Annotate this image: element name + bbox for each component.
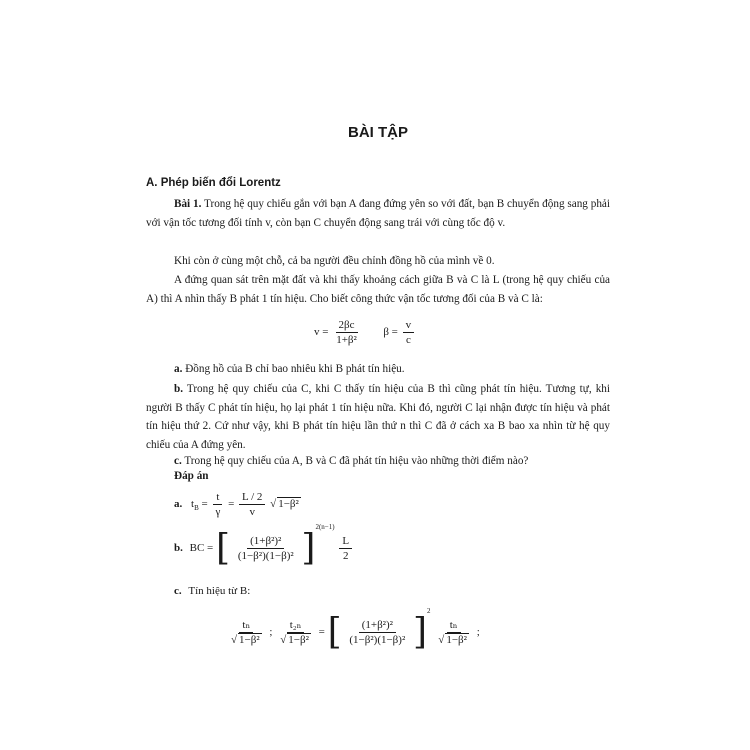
question-c-label: c.: [174, 455, 182, 467]
question-a: [146, 360, 610, 379]
answer-b-tail: $\frac{L}{2}$: [339, 534, 352, 563]
question-c: [146, 452, 610, 471]
question-b-label: b.: [174, 383, 184, 395]
problem-paragraph-3: A đứng quan sát trên mặt đất và khi thấy khoảng cách giữa B và C là L (trong hệ quy chiếu của A) thì A nhìn thấy B phát 1 tín hiệu. Cho biết công thức vận tốc tương đối của B và C là:: [146, 274, 610, 305]
question-c-text: Trong hệ quy chiếu của A, B và C đã phát tín hiệu vào những thời điểm nào?: [181, 455, 529, 467]
question-a-text: Đồng hồ của B chỉ bao nhiêu khi B phát tín hiệu.: [182, 363, 405, 375]
problem-label: Bài 1.: [174, 198, 202, 210]
v-numerator: 2βc: [336, 318, 358, 333]
answer-a-frac2: $\frac{L / 2}{v}$: [239, 490, 265, 519]
beta-numerator: v: [403, 318, 415, 333]
answer-a-label: a.: [174, 498, 183, 511]
section-heading: A. Phép biến đổi Lorentz: [146, 177, 281, 189]
answer-c: [174, 585, 250, 597]
problem-text: Trong hệ quy chiếu gắn với bạn A đang đứng yên so với đất, bạn B chuyển động sang phải với vận tốc tương đối tính v, còn bạn C chuyển động sang trái với cùng tốc độ v.: [146, 198, 610, 229]
v-denominator: 1+β²: [336, 334, 357, 346]
answer-a: a. $t_B$ = $\frac{t}{\gamma}$ = $\frac{L / 2}{v}$ √ 1−β²: [174, 491, 299, 518]
answer-b: b. BC = [ $\frac{\text{(1+β²)²}}{\text{(1−β²)(1−β)²}}$ ]$^{2(n-1)}$ $\frac{L}{2}$: [174, 523, 354, 563]
problem-paragraph-2: Khi còn ở cùng một chỗ, cả ba người đều chỉnh đồng hồ của mình về 0.: [174, 255, 495, 267]
answer-b-lhs: BC =: [189, 542, 214, 554]
answer-c-t1: $\frac{\text{tₙ}}{\text{√ 1−β²}}$: [231, 618, 260, 646]
answer-b-label: b.: [174, 542, 183, 554]
v-lhs: v =: [314, 326, 329, 339]
question-b-text: Trong hệ quy chiếu của C, khi C thấy tín hiệu của B thì cũng phát tín hiệu. Tương tự, khi người B thấy C phát tín hiệu, họ lại phát 1 tín hiệu nữa. Khi đó, người C lại nhận được tín hiệu và phát tín hiệu thứ 2. Cứ như vậy, khi B phát tín hiệu lần thứ n thì C đã ở cách xa B bao xa nhìn từ hệ quy chiếu của A đứng yên.: [146, 383, 610, 451]
question-b: [146, 380, 610, 454]
answer-b-frac: $\frac{\text{(1+β²)²}}{\text{(1−β²)(1−β)²}}$: [237, 534, 294, 562]
answer-a-lhs: t: [191, 498, 195, 511]
beta-fraction: [403, 318, 415, 347]
answer-c-t2: $\frac{\text{t₂ₙ}}{\text{√ 1−β²}}$: [280, 618, 309, 646]
page-title: BÀI TẬP: [348, 124, 408, 141]
answer-a-sqrt: 1−β²: [278, 498, 299, 511]
answer-c-formula: $\frac{\text{tₙ}}{\text{√ 1−β²}}$ ; $\frac{\text{t₂ₙ}}{\text{√ 1−β²}}$ = [ $\frac{\text{(1+β²)²}}{\text{(1−β²)(1−β)²}}$ ]$^2$ $\frac{\text{tₙ}}{\text{√ 1−β²}}$ ;: [226, 607, 480, 647]
document-page: [146, 0, 610, 750]
answer-b-exponent: 2(n−1): [315, 523, 335, 531]
answer-c-exponent: 2: [427, 607, 431, 615]
question-a-label: a.: [174, 363, 183, 375]
answer-c-t3: $\frac{\text{tₙ}}{\text{√ 1−β²}}$: [438, 618, 467, 646]
answer-c-bracket-frac: $\frac{\text{(1+β²)²}}{\text{(1−β²)(1−β)²}}$: [349, 618, 406, 646]
answer-c-label: c.: [174, 585, 182, 597]
answer-a-frac1: $\frac{t}{\gamma}$: [212, 490, 223, 519]
answer-a-sub: B: [194, 504, 199, 513]
answer-c-text: Tín hiệu từ B:: [188, 585, 251, 597]
beta-lhs: β =: [383, 326, 398, 339]
velocity-formula: [314, 318, 416, 347]
beta-denominator: c: [405, 334, 411, 346]
problem-intro: [146, 195, 610, 232]
v-fraction: [333, 318, 360, 347]
answer-heading: Đáp án: [174, 470, 209, 482]
